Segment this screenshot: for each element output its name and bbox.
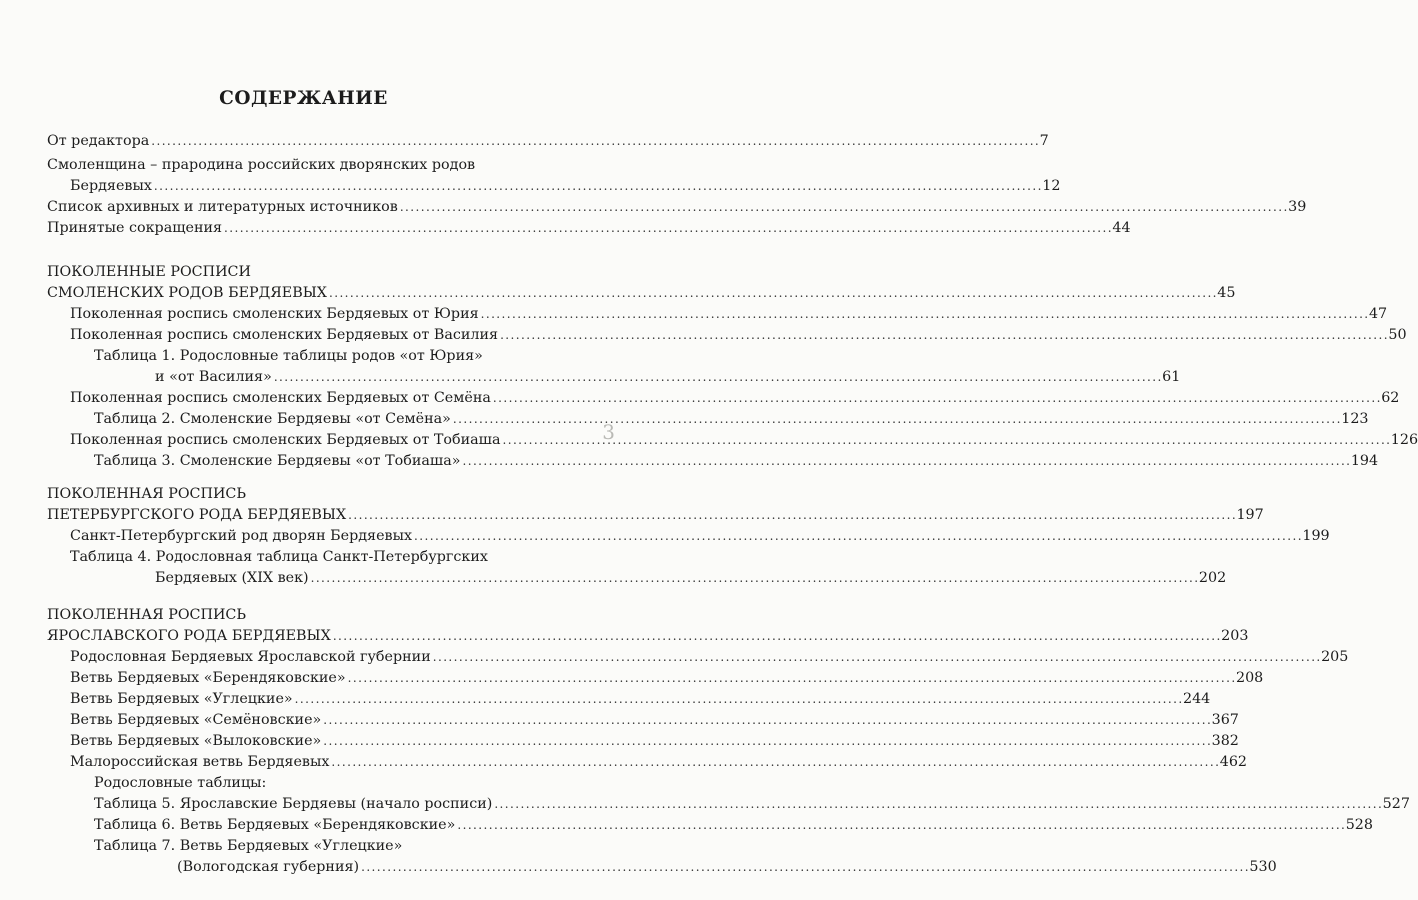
toc-entry-text: Родословная Бердяевых Ярославской губернии [70, 649, 431, 665]
toc-entry-page: 50 [1388, 327, 1407, 343]
dot-leader [323, 731, 1209, 751]
toc-entry [70, 752, 1248, 772]
toc-entry-text: (Вологодская губерния) [177, 859, 360, 875]
toc-entry-page: 528 [1345, 817, 1373, 833]
toc-entry-text: Поколенная роспись смоленских Бердяевых от Тобиаша [70, 432, 501, 448]
toc-entry-page: 527 [1382, 796, 1410, 812]
section-heading: ЯРОСЛАВСКОГО РОДА БЕРДЯЕВЫХ [47, 628, 331, 644]
dot-leader [331, 752, 1217, 772]
dot-leader [348, 668, 1234, 688]
dot-leader [481, 304, 1367, 324]
toc-entry-text: Санкт-Петербургский род дворян Бердяевых [70, 528, 413, 544]
toc-entry [94, 815, 1373, 835]
toc-entry-page: 367 [1211, 712, 1239, 728]
toc-entry [155, 367, 1181, 387]
toc-entry [47, 505, 1264, 525]
toc-entry-page: 39 [1288, 199, 1307, 215]
toc-entry [47, 197, 1307, 217]
page-title: СОДЕРЖАНИЕ [219, 88, 388, 109]
toc-entry-text: Таблица 6. Ветвь Бердяевых «Берендяковские» [94, 817, 456, 833]
toc-entry-page: 44 [1112, 220, 1131, 236]
toc-entry-page: 197 [1236, 507, 1264, 523]
toc-entry [70, 731, 1239, 751]
toc-entry [47, 283, 1236, 303]
toc-entry-text: Таблица 3. Смоленские Бердяевы «от Тобиаша» [94, 453, 461, 469]
toc-entry-text: Ветвь Бердяевых «Берендяковские» [70, 670, 346, 686]
toc-entry-text: Ветвь Бердяевых «Углецкие» [70, 691, 293, 707]
toc-entry [70, 176, 1061, 196]
toc-entry-text: Таблица 2. Смоленские Бердяевы «от Семёна» [94, 411, 451, 427]
toc-entry-page: 530 [1249, 859, 1277, 875]
toc-entry-text: Смоленщина – прародина российских дворянских родов [47, 157, 476, 173]
dot-leader [274, 367, 1160, 387]
dot-leader [500, 325, 1386, 345]
toc-entry-page: 203 [1221, 628, 1249, 644]
dot-leader [400, 197, 1286, 217]
toc-entry [70, 526, 1330, 546]
toc-entry-text: Ветвь Бердяевых «Семёновские» [70, 712, 322, 728]
dot-leader [151, 131, 1037, 151]
toc-entry-page: 62 [1381, 390, 1400, 406]
section-heading: СМОЛЕНСКИХ РОДОВ БЕРДЯЕВЫХ [47, 285, 327, 301]
toc-entry-page: 382 [1211, 733, 1239, 749]
toc-entry [70, 647, 1349, 667]
toc-entry-page: 12 [1042, 178, 1061, 194]
toc-entry-text: Родословные таблицы: [94, 775, 267, 791]
dot-leader [323, 710, 1209, 730]
toc-entry-page: 7 [1039, 133, 1049, 149]
toc-entry [94, 794, 1410, 814]
toc-entry [94, 451, 1379, 471]
toc-entry-text: Таблица 5. Ярославские Бердяевы (начало росписи) [94, 796, 493, 812]
section-heading: ПОКОЛЕННАЯ РОСПИСЬ [47, 486, 246, 502]
dot-leader [154, 176, 1040, 196]
toc-entry [70, 668, 1264, 688]
toc-entry-page: 208 [1235, 670, 1264, 686]
toc-entry-text: Поколенная роспись смоленских Бердяевых от Юрия [70, 306, 479, 322]
toc-entry [47, 626, 1249, 646]
toc-entry [177, 857, 1277, 877]
toc-entry [70, 689, 1211, 709]
dot-leader [463, 451, 1349, 471]
toc-entry [70, 388, 1400, 408]
toc-entry-text: Бердяевых (XIX век) [155, 570, 309, 586]
toc-entry-text: Малороссийская ветвь Бердяевых [70, 754, 330, 770]
toc-entry [94, 409, 1369, 429]
dot-leader [457, 815, 1343, 835]
dot-leader [361, 857, 1247, 877]
dot-leader [311, 568, 1197, 588]
dot-leader [329, 283, 1215, 303]
dot-leader [453, 409, 1339, 429]
toc-entry-page: 126 [1390, 432, 1418, 448]
dot-leader [348, 505, 1234, 525]
toc-entry [70, 430, 1418, 450]
toc-entry-page: 194 [1350, 453, 1379, 469]
toc-entry-page: 61 [1162, 369, 1181, 385]
dot-leader [494, 794, 1380, 814]
toc-entry [47, 218, 1131, 238]
dot-leader [295, 689, 1181, 709]
toc-entry-page: 462 [1219, 754, 1248, 770]
toc-entry-text: Таблица 1. Родословные таблицы родов «от Юрия» [94, 348, 483, 364]
toc-entry [70, 304, 1388, 324]
section-heading: ПОКОЛЕННАЯ РОСПИСЬ [47, 607, 246, 623]
toc-entry [47, 131, 1049, 151]
toc-entry-text: Поколенная роспись смоленских Бердяевых от Семёна [70, 390, 491, 406]
toc-entry-text: и «от Василия» [155, 369, 272, 385]
dot-leader [502, 430, 1388, 450]
toc-entry-page: 47 [1368, 306, 1388, 322]
toc-entry-page: 45 [1217, 285, 1236, 301]
section-heading: ПОКОЛЕННЫЕ РОСПИСИ [47, 264, 251, 280]
toc-entry [70, 325, 1407, 345]
toc-entry-page: 205 [1321, 649, 1349, 665]
toc-entry-page: 199 [1302, 528, 1330, 544]
toc-entry-text: От редактора [47, 133, 150, 149]
dot-leader [433, 647, 1319, 667]
toc-entry-text: Ветвь Бердяевых «Вылоковские» [70, 733, 322, 749]
toc-entry-text: Таблица 7. Ветвь Бердяевых «Углецкие» [94, 838, 403, 854]
toc-entry [155, 568, 1227, 588]
toc-entry-text: Таблица 4. Родословная таблица Санкт-Петербургских [70, 549, 488, 565]
dot-leader [224, 218, 1110, 238]
toc-entry-text: Бердяевых [70, 178, 152, 194]
toc-entry-text: Список архивных и литературных источников [47, 199, 398, 215]
toc-entry-text: Принятые сокращения [47, 220, 223, 236]
toc-entry-page: 244 [1182, 691, 1211, 707]
toc-entry [70, 710, 1239, 730]
dot-leader [414, 526, 1300, 546]
page-edge-number: 3 [602, 420, 615, 444]
dot-leader [333, 626, 1219, 646]
toc-entry-page: 202 [1198, 570, 1227, 586]
toc-entry-text: Поколенная роспись смоленских Бердяевых от Василия [70, 327, 499, 343]
section-heading: ПЕТЕРБУРГСКОГО РОДА БЕРДЯЕВЫХ [47, 507, 347, 523]
toc-entry-page: 123 [1341, 411, 1369, 427]
dot-leader [493, 388, 1379, 408]
